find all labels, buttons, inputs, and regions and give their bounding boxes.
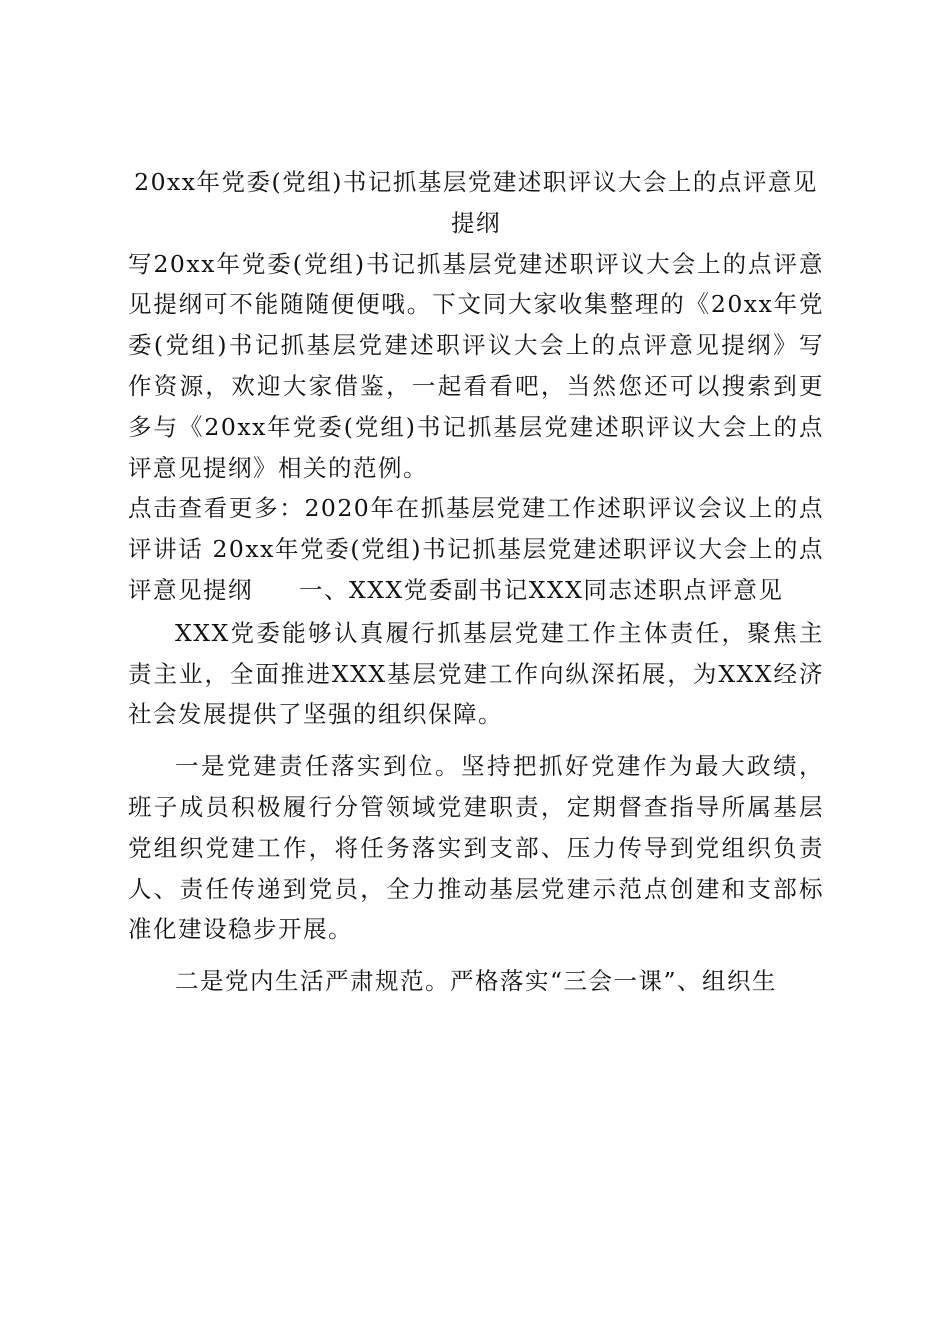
document-title: 20xx年党委(党组)书记抓基层党建述职评议大会上的点评意见提纲 (134, 168, 818, 237)
body-paragraph-2: 一是党建责任落实到位。坚持把抓好党建作为最大政绩，班子成员积极履行分管领域党建职责，定期督查指导所属基层党组织党建工作，将任务落实到支部、压力传导到党组织负责人、责任传递到党员，全力推动基层党建示范点创建和支部标准化建设稳步开展。 (128, 752, 824, 944)
document-body (128, 162, 824, 1002)
section-heading: 一、XXX党委副书记XXX同志述职点评意见 (299, 575, 784, 604)
body-paragraph-3: 二是党内生活严肃规范。严格落实“三会一课”、组织生 (175, 967, 778, 996)
more-link-text[interactable]: 点击查看更多：2020年在抓基层党建工作述职评议会议上的点评讲话 20xx年党委(党组)书记抓基层党建述职评议大会上的点评意见提纲 (128, 494, 824, 604)
intro-paragraph: 写20xx年党委(党组)书记抓基层党建述职评议大会上的点评意见提纲可不能随随便便哦。下文同大家收集整理的《20xx年党委(党组)书记抓基层党建述职评议大会上的点评意见提纲》写作资源，欢迎大家借鉴，一起看看吧，当然您还可以搜索到更多与《20xx年党委(党组)书记抓基层党建述职评议大会上的点评意见提纲》相关的范例。 (128, 249, 824, 482)
body-paragraph-1: XXX党委能够认真履行抓基层党建工作主体责任，聚焦主责主业，全面推进XXX基层党建工作向纵深拓展，为XXX经济社会发展提供了坚强的组织保障。 (128, 618, 824, 729)
more-paragraph (128, 488, 824, 610)
